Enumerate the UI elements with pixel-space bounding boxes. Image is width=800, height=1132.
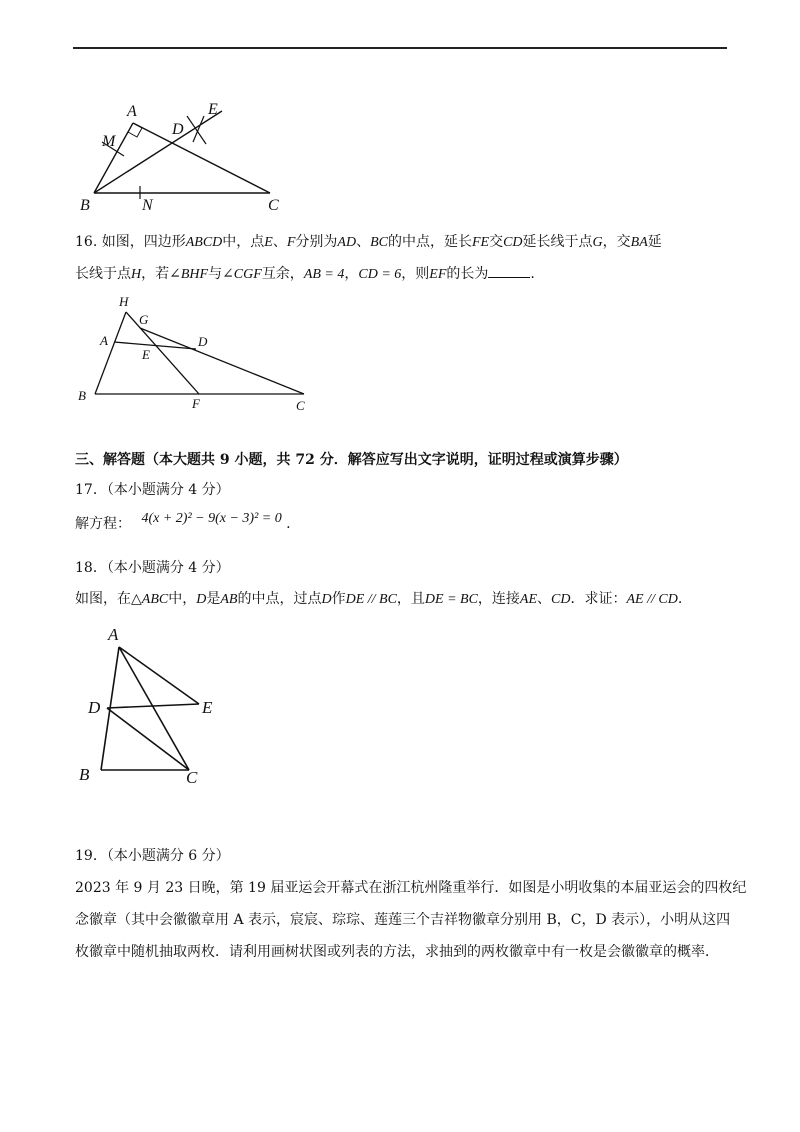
math-ef: EF (429, 267, 447, 282)
label-b: B (78, 388, 86, 403)
math-d: D (196, 592, 207, 607)
text: ．求证： (570, 591, 627, 607)
segment-ac (133, 123, 270, 193)
text: 交 (489, 234, 504, 250)
label-b: B (79, 765, 90, 784)
segment-hf (126, 312, 199, 394)
text: 、 (272, 234, 287, 250)
math-e: E (264, 235, 273, 250)
section-3-title: 三、解答题（本大题共 9 小题，共 72 分．解答应写出文字说明，证明过程或演算步骤） (75, 452, 628, 468)
text: 16. 如图，四边形 (75, 234, 186, 250)
math-angle-cgf: ∠CGF (222, 267, 262, 282)
text: 延 (647, 234, 662, 250)
math-f: F (286, 235, 296, 250)
math-ab-eq: AB = 4 (303, 267, 345, 282)
figure-15 (80, 98, 310, 216)
text: 长线于点 (75, 266, 131, 282)
math-cd: CD (551, 592, 571, 607)
text: 与 (208, 266, 223, 282)
text: 的长为 (446, 266, 489, 282)
math-h: H (131, 267, 142, 282)
segment-be (94, 111, 222, 193)
text: ，则 (401, 266, 430, 282)
label-a: A (100, 333, 108, 348)
label-n: N (142, 197, 153, 214)
math-triangle-abc: △ABC (131, 592, 169, 607)
label-m: M (102, 133, 116, 150)
text: 是 (206, 591, 221, 607)
math-cd-eq: CD = 6 (358, 267, 402, 282)
text: 解方程： (75, 516, 131, 532)
text: . (530, 266, 535, 282)
q19-header: 19．（本小题满分 6 分） (75, 848, 230, 864)
q19-line-1: 2023 年 9 月 23 日晚，第 19 届亚运会开幕式在浙江杭州隆重举行．如图是小明收集的本届亚运会的四枚纪 (75, 880, 747, 896)
label-d: D (88, 698, 101, 717)
segment-gc (140, 328, 304, 394)
text: 分别为 (295, 234, 338, 250)
q18-header: 18．（本小题满分 4 分） (75, 560, 230, 576)
text: 如图，在 (75, 591, 131, 607)
q17-body (75, 511, 291, 535)
label-b: B (80, 197, 90, 214)
text: . (677, 591, 683, 607)
text: 的中点，延长 (387, 234, 472, 250)
text: ，连接 (477, 591, 520, 607)
label-g: G (139, 312, 149, 327)
text: 的中点，过点 (237, 591, 322, 607)
label-f: F (192, 396, 200, 411)
segment-ac (119, 647, 189, 770)
answer-blank[interactable] (488, 265, 530, 278)
label-h: H (119, 294, 129, 309)
text: 作 (331, 591, 346, 607)
math-ab: AB (220, 592, 238, 607)
label-e: E (202, 698, 213, 717)
arc-mark-d1 (187, 116, 206, 144)
label-d: D (172, 121, 184, 138)
math-ad: AD (337, 235, 357, 250)
label-e: E (142, 347, 150, 362)
q16-line-2 (75, 264, 535, 285)
label-c: C (268, 197, 279, 214)
header-rule (73, 47, 727, 49)
figure-18 (76, 620, 236, 790)
math-abcd: ABCD (185, 235, 223, 250)
text: 中， (168, 591, 197, 607)
q17-header: 17．（本小题满分 4 分） (75, 482, 230, 498)
segment-bh (95, 312, 126, 394)
math-ae: AE (519, 592, 538, 607)
label-d: D (198, 334, 208, 349)
segment-ae (119, 647, 199, 704)
q19-line-2: 念徽章（其中会徽徽章用 A 表示，宸宸、琮琮、莲莲三个吉祥物徽章分别用 B，C，D 表示），小明从这四 (75, 912, 731, 928)
text: ，且 (396, 591, 425, 607)
text: 互余， (261, 266, 304, 282)
text: . (286, 516, 291, 532)
math-equation: 4(x + 2)² − 9(x − 3)² = 0 (141, 511, 282, 526)
math-de-eq-bc: DE = BC (424, 592, 478, 607)
text: ，交 (602, 234, 631, 250)
text: 、 (356, 234, 371, 250)
math-ba: BA (630, 235, 648, 250)
segment-dc (107, 708, 189, 770)
math-angle-bhf: ∠BHF (169, 267, 209, 282)
text: 中，点 (222, 234, 265, 250)
text: ， (344, 266, 359, 282)
right-angle-mark (128, 123, 142, 137)
text: 、 (537, 591, 552, 607)
figure-16 (76, 294, 316, 416)
q18-body (75, 589, 682, 610)
label-e: E (208, 101, 218, 118)
label-a: A (108, 625, 119, 644)
label-c: C (296, 398, 305, 413)
math-g: G (592, 235, 603, 250)
math-fe: FE (471, 235, 490, 250)
math-ae-parallel-cd: AE // CD (626, 592, 678, 607)
math-cd: CD (503, 235, 523, 250)
text: ，若 (141, 266, 170, 282)
label-c: C (186, 768, 198, 787)
math-d: D (321, 592, 332, 607)
q19-line-3: 枚徽章中随机抽取两枚．请利用画树状图或列表的方法，求抽到的两枚徽章中有一枚是会徽徽章的概率． (75, 944, 719, 960)
math-bc: BC (370, 235, 388, 250)
label-a: A (127, 103, 137, 120)
text: 延长线于点 (522, 234, 593, 250)
q16-line-1 (75, 232, 662, 253)
math-de-parallel-bc: DE // BC (345, 592, 397, 607)
